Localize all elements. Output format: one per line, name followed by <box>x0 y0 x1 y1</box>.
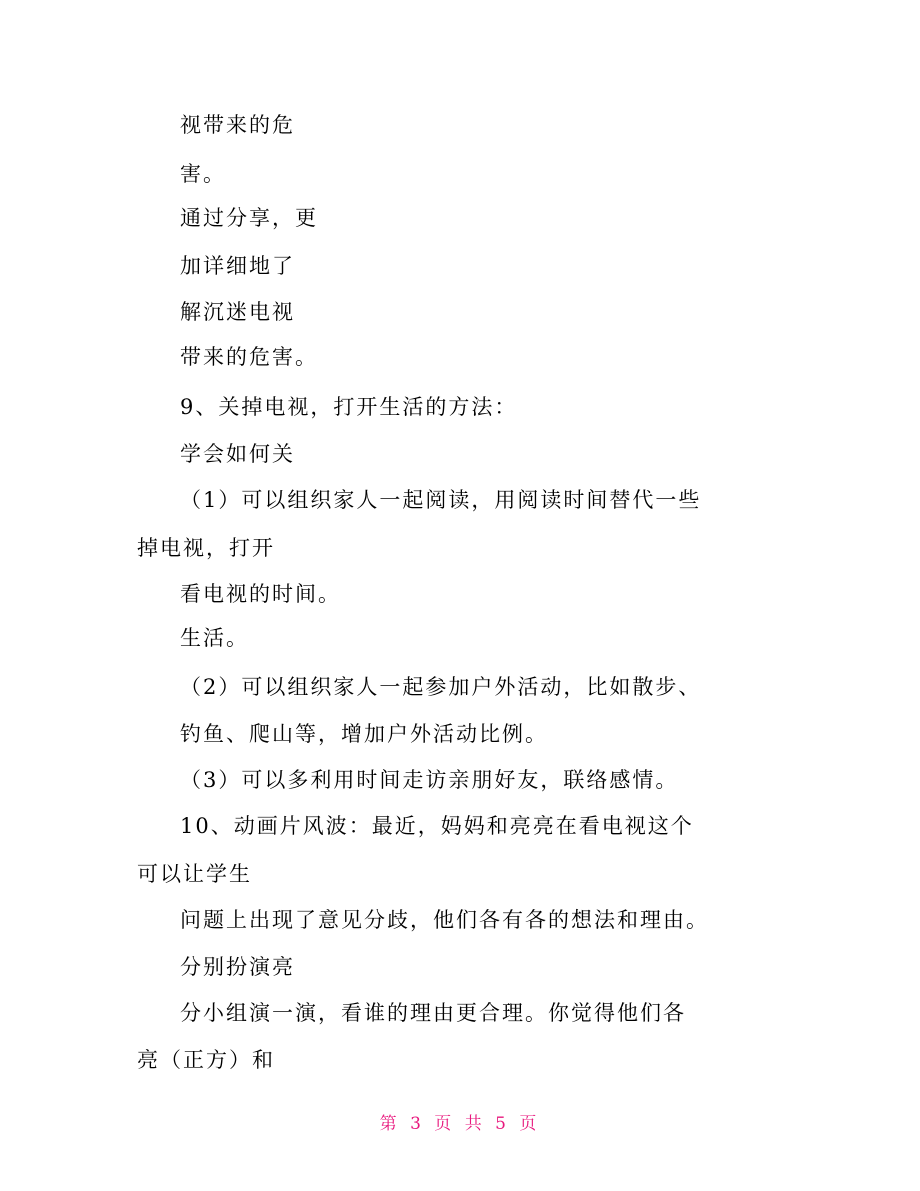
text-line: 分小组演一演，看谁的理由更合理。你觉得他们各 <box>180 1001 686 1025</box>
text-line: 生活。 <box>180 626 249 650</box>
text-line: （3）可以多利用时间走访亲朋好友，联络感情。 <box>180 768 679 792</box>
text-line: 10、动画片风波：最近，妈妈和亮亮在看电视这个 <box>180 814 694 838</box>
text-line: （1）可以组织家人一起阅读，用阅读时间替代一些 <box>180 488 702 512</box>
text-line: 亮（正方）和 <box>137 1048 275 1072</box>
text-line: 分别扮演亮 <box>180 955 295 979</box>
text-line: 学会如何关 <box>180 442 295 466</box>
text-line: 掉电视，打开 <box>137 536 275 560</box>
text-line: 9、关掉电视，打开生活的方法： <box>180 395 518 419</box>
text-line: （2）可以组织家人一起参加户外活动，比如散步、 <box>180 675 702 699</box>
text-line: 问题上出现了意见分歧，他们各有各的想法和理由。 <box>180 908 709 932</box>
text-line: 钓鱼、爬山等，增加户外活动比例。 <box>180 722 548 746</box>
text-line: 解沉迷电视 <box>180 300 295 324</box>
text-line: 带来的危害。 <box>180 345 318 369</box>
text-line: 害。 <box>180 162 226 186</box>
text-line: 通过分享，更 <box>180 206 318 230</box>
text-line: 视带来的危 <box>180 113 295 137</box>
page-number-footer: 第 3 页 共 5 页 <box>379 1114 541 1134</box>
text-line: 看电视的时间。 <box>180 582 341 606</box>
text-line: 可以让学生 <box>137 862 252 886</box>
text-line: 加详细地了 <box>180 254 295 278</box>
